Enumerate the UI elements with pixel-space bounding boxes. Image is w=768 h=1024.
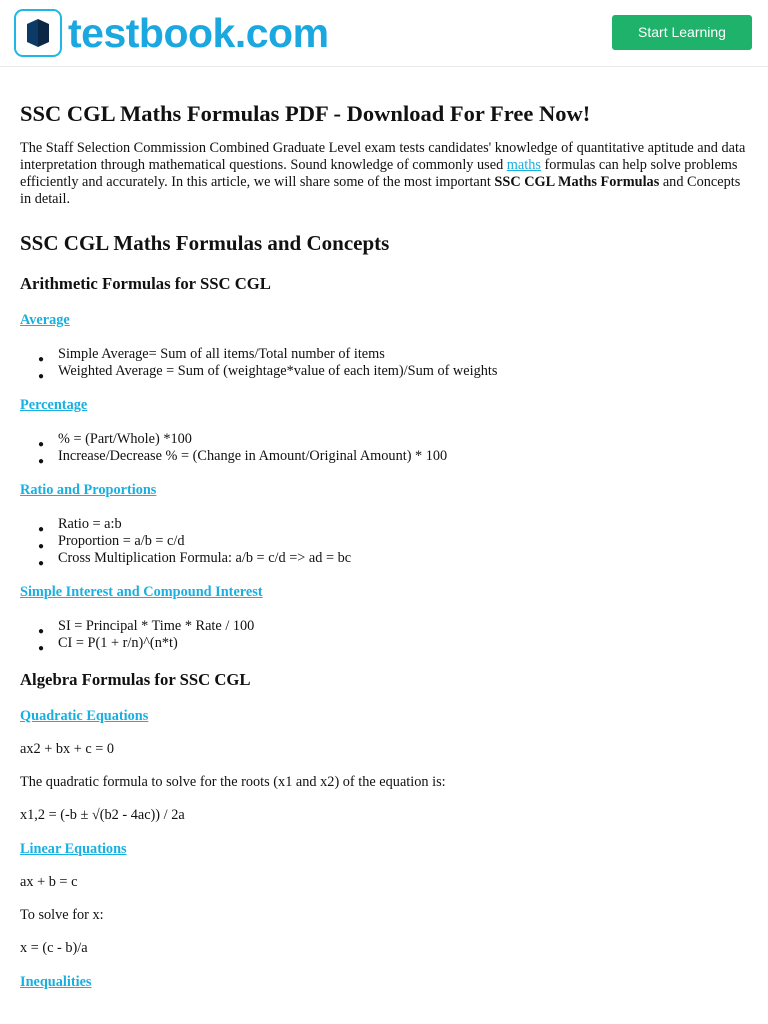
intro-bold-text: SSC CGL Maths Formulas: [494, 174, 660, 190]
maths-link[interactable]: maths: [506, 157, 541, 173]
quadratic-equation: ax2 + bx + c = 0: [20, 741, 115, 757]
bullet-icon: ●: [38, 541, 45, 552]
start-learning-button[interactable]: Start Learning: [612, 15, 752, 50]
algebra-heading: Algebra Formulas for SSC CGL: [20, 670, 251, 689]
intro-text-3: and Concepts in detail.: [20, 174, 741, 207]
quadratic-link[interactable]: Quadratic Equations: [20, 708, 149, 724]
list-item: [38, 550, 748, 569]
linear-text: To solve for x:: [20, 907, 104, 923]
linear-link[interactable]: Linear Equations: [20, 841, 127, 857]
list-item-text: Ratio = a:b: [58, 516, 122, 532]
quadratic-text: The quadratic formula to solve for the roots (x1 and x2) of the equation is:: [20, 774, 446, 790]
ratio-list: [20, 516, 748, 567]
list-item-text: SI = Principal * Time * Rate / 100: [58, 618, 255, 634]
bullet-icon: ●: [38, 354, 45, 365]
intro-text-1: The Staff Selection Commission Combined Graduate Level exam tests candidates' knowledge of quantitative aptitude and data interpretation through mathematical questions. Sound knowledge of commonly used: [20, 140, 746, 173]
list-item: [38, 635, 748, 654]
list-item-text: Simple Average= Sum of all items/Total number of items: [58, 346, 385, 362]
bullet-icon: ●: [38, 439, 45, 450]
list-item: [38, 448, 748, 467]
linear-solution: x = (c - b)/a: [20, 940, 88, 956]
list-item: [38, 431, 748, 450]
intro-text-2: formulas can help solve problems efficiently and accurately. In this article, we will share some of the most important: [20, 157, 738, 190]
list-item-text: CI = P(1 + r/n)^(n*t): [58, 635, 178, 651]
arithmetic-heading: Arithmetic Formulas for SSC CGL: [20, 274, 271, 293]
list-item: [38, 618, 748, 637]
bullet-icon: ●: [38, 643, 45, 654]
list-item: [38, 363, 748, 382]
bullet-icon: ●: [38, 456, 45, 467]
percentage-link[interactable]: Percentage: [20, 397, 88, 413]
list-item: [38, 346, 748, 365]
linear-equation: ax + b = c: [20, 874, 78, 890]
site-header: [0, 0, 768, 67]
bullet-icon: ●: [38, 524, 45, 535]
interest-link[interactable]: Simple Interest and Compound Interest: [20, 584, 263, 600]
bullet-icon: ●: [38, 558, 45, 569]
intro-paragraph: [20, 140, 748, 208]
ratio-link[interactable]: Ratio and Proportions: [20, 482, 157, 498]
list-item: [38, 533, 748, 552]
list-item: [38, 516, 748, 535]
interest-list: [20, 618, 748, 652]
quadratic-formula: x1,2 = (-b ± √(b2 - 4ac)) / 2a: [20, 807, 185, 823]
average-list: [20, 346, 748, 380]
percentage-list: [20, 431, 748, 465]
article: [0, 100, 768, 991]
list-item-text: Increase/Decrease % = (Change in Amount/Original Amount) * 100: [58, 448, 448, 464]
section-heading: SSC CGL Maths Formulas and Concepts: [20, 231, 390, 255]
list-item-text: Proportion = a/b = c/d: [58, 533, 185, 549]
bullet-icon: ●: [38, 371, 45, 382]
list-item-text: Weighted Average = Sum of (weightage*value of each item)/Sum of weights: [58, 363, 498, 379]
site-logo[interactable]: [14, 9, 329, 57]
inequalities-link[interactable]: Inequalities: [20, 974, 92, 990]
testbook-logo-icon: [14, 9, 62, 57]
list-item-text: % = (Part/Whole) *100: [58, 431, 192, 447]
page-title: SSC CGL Maths Formulas PDF - Download For Free Now!: [20, 101, 591, 126]
bullet-icon: ●: [38, 626, 45, 637]
average-link[interactable]: Average: [20, 312, 70, 328]
logo-text: testbook.com: [68, 10, 329, 56]
list-item-text: Cross Multiplication Formula: a/b = c/d => ad = bc: [58, 550, 352, 566]
